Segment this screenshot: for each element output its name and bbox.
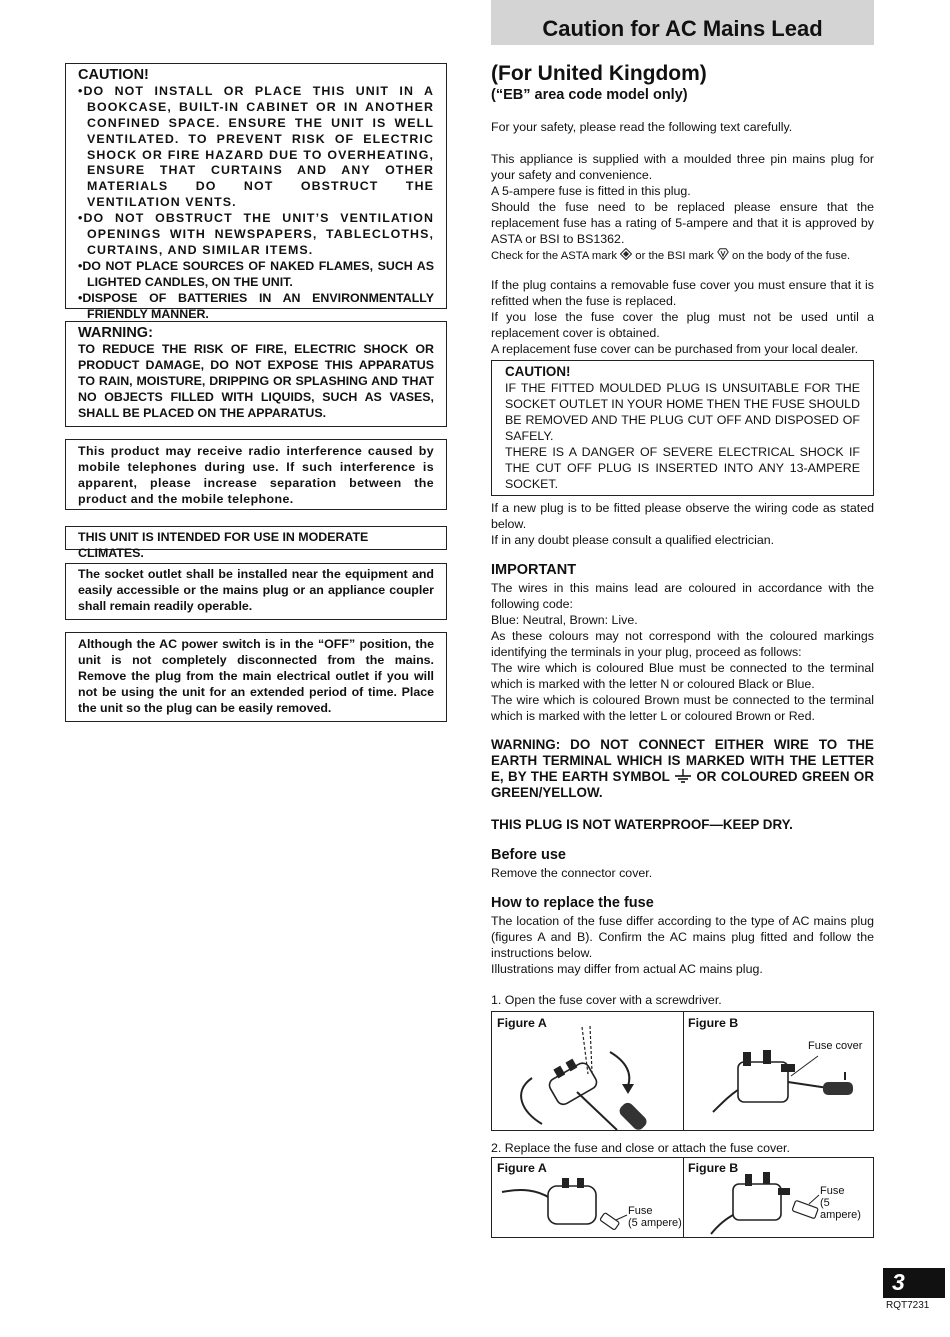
important-title: IMPORTANT — [491, 562, 577, 578]
new-plug-block — [491, 500, 874, 548]
plug-caution-text-1: IF THE FITTED MOULDED PLUG IS UNSUITABLE FOR THE SOCKET OUTLET IN YOUR HOME THEN THE FUSE SHOULD BE REMOVED AND THE PLUG CUT OFF AND DISPOSED OF SAFELY. — [505, 381, 860, 443]
new-plug-text: If a new plug is to be fitted please observe the wiring code as stated below. — [491, 501, 874, 531]
page-number-badge — [883, 1268, 945, 1298]
replace-fuse-title: How to replace the fuse — [491, 895, 654, 911]
fuse-cover-refit-text: If the plug contains a removable fuse cover you must ensure that it is refitted when the fuse is replaced. — [491, 278, 874, 308]
figure-row-replace-fuse — [491, 1157, 874, 1238]
warning-title: WARNING: — [78, 325, 153, 341]
before-use-title: Before use — [491, 847, 566, 863]
climate-box — [65, 526, 447, 560]
fuse-caption-b: Fuse (5 ampere) — [820, 1185, 861, 1221]
intro-text: For your safety, please read the following text carefully. — [491, 120, 793, 134]
caution-bullet-3: •DO NOT PLACE SOURCES OF NAKED FLAMES, SUCH AS LIGHTED CANDLES, ON THE UNIT. — [78, 258, 434, 289]
caution-bullet-2: •DO NOT OBSTRUCT THE UNIT’S VENTILATION OPENINGS WITH NEWSPAPERS, TABLECLOTHS, CURTAINS, AND SIMILAR ITEMS. — [78, 211, 434, 257]
warning-text: TO REDUCE THE RISK OF FIRE, ELECTRIC SHOCK OR PRODUCT DAMAGE, DO NOT EXPOSE THIS APPARATUS TO RAIN, MOISTURE, DRIPPING OR SPLASHING AND THAT NO OBJECTS FILLED WITH LIQUIDS, SUCH AS VASES, SHALL BE PLACED ON THE APPARATUS. — [78, 341, 434, 420]
important-block — [491, 580, 874, 724]
climate-text: THIS UNIT IS INTENDED FOR USE IN MODERATE CLIMATES. — [78, 530, 369, 560]
earth-symbol-icon — [674, 769, 692, 783]
radio-interference-text: This product may receive radio interference caused by mobile telephones during use. If such interference is apparent, please increase separation between the product and the mobile telephone. — [78, 444, 434, 506]
plug-caution-box — [491, 360, 874, 496]
replace-fuse-block — [491, 913, 874, 977]
fuse-caption-a: Fuse (5 ampere) — [628, 1205, 682, 1229]
plug-supplied-text: This appliance is supplied with a moulded three pin mains plug for your safety and convenience. — [491, 152, 874, 182]
wire-colour-code: Blue: Neutral, Brown: Live. — [491, 613, 638, 627]
wire-colour-intro: The wires in this mains lead are coloured in accordance with the following code: — [491, 581, 874, 611]
waterproof-warning: THIS PLUG IS NOT WATERPROOF—KEEP DRY. — [491, 817, 793, 832]
fuse-cover-dealer-text: A replacement fuse cover can be purchased from your local dealer. — [491, 342, 859, 356]
figure-b-open-cover-illustration — [683, 1012, 873, 1130]
caution-bullet-1: •DO NOT INSTALL OR PLACE THIS UNIT IN A BOOKCASE, BUILT-IN CABINET OR IN ANOTHER CONFINED SPACE. ENSURE THE UNIT IS WELL VENTILATED. TO PREVENT RISK OF ELECTRIC SHOCK OR FIRE HAZARD DUE TO OVERHEATING, ENSURE THAT CURTAINS AND ANY OTHER MATERIALS DO NOT OBSTRUCT THE VENTILATION VENTS. — [78, 83, 434, 210]
socket-text: The socket outlet shall be installed near the equipment and easily accessible or the mains plug or an appliance coupler shall remain readily operable. — [78, 567, 434, 613]
figure-a-label-2: Figure A — [497, 1161, 547, 1175]
document-code: RQT7231 — [886, 1300, 930, 1311]
wire-colour-note: As these colours may not correspond with the coloured markings identifying the terminals in your plug, proceed as follows: — [491, 629, 874, 659]
figure-b-label: Figure B — [688, 1016, 739, 1030]
plug-caution-title: CAUTION! — [505, 364, 571, 379]
asta-mark-icon — [620, 248, 632, 260]
asta-check-line: Check for the ASTA mark or the BSI mark on the body of the fuse. — [491, 250, 851, 262]
power-switch-box — [65, 632, 447, 722]
figure-b-label-2: Figure B — [688, 1161, 739, 1175]
socket-box — [65, 563, 447, 620]
title-bar — [491, 0, 874, 45]
page-number: 3 — [892, 1269, 905, 1295]
power-switch-text: Although the AC power switch is in the “OFF” position, the unit is not completely disconnected from the mains. Remove the plug from the main electrical outlet if you will not be using the unit for an extended period of time. Place the unit so the plug can be easily removed. — [78, 637, 434, 715]
before-use-text: Remove the connector cover. — [491, 866, 653, 880]
figure-a-open-cover-illustration — [492, 1012, 682, 1130]
step-1: 1. Open the fuse cover with a screwdriver. — [491, 993, 722, 1007]
caution-box — [65, 63, 447, 321]
earth-warning: WARNING: DO NOT CONNECT EITHER WIRE TO THE EARTH TERMINAL WHICH IS MARKED WITH THE LETTER E, BY THE EARTH SYMBOL OR COLOURED GREEN OR GREEN/YELLOW. — [491, 737, 874, 800]
uk-subtitle: (“EB” area code model only) — [491, 87, 688, 103]
step-2: 2. Replace the fuse and close or attach the fuse cover. — [491, 1141, 790, 1155]
warning-box — [65, 321, 447, 427]
figure-b-replace-fuse-illustration — [683, 1158, 873, 1238]
fuse-cover-caption: Fuse cover — [808, 1040, 863, 1052]
caution-bullet-4: •DISPOSE OF BATTERIES IN AN ENVIRONMENTALLY FRIENDLY MANNER. — [78, 290, 434, 321]
figure-a-replace-fuse-illustration — [492, 1158, 682, 1238]
fuse-fitted-text: A 5-ampere fuse is fitted in this plug. — [491, 184, 691, 198]
brown-wire-text: The wire which is coloured Brown must be connected to the terminal which is marked with the letter L or coloured Brown or Red. — [491, 693, 874, 723]
caution-title: CAUTION! — [78, 67, 149, 83]
replace-fuse-text: The location of the fuse differ according to the type of AC mains plug (figures A and B). Confirm the AC mains plug fitted and follow the instructions below. — [491, 914, 874, 960]
figure-row-open-cover — [491, 1011, 874, 1131]
radio-interference-box — [65, 439, 447, 510]
uk-title: (For United Kingdom) — [491, 62, 707, 85]
fuse-replacement-text: Should the fuse need to be replaced please ensure that the replacement fuse has a rating of 5-ampere and that it is approved by ASTA or BSI to BS1362. — [491, 200, 874, 246]
plug-caution-text-2: THERE IS A DANGER OF SEVERE ELECTRICAL SHOCK IF THE CUT OFF PLUG IS INSERTED INTO ANY 13-AMPERE SOCKET. — [505, 445, 860, 491]
fuse-cover-block — [491, 277, 874, 357]
illustration-note: Illustrations may differ from actual AC mains plug. — [491, 962, 763, 976]
blue-wire-text: The wire which is coloured Blue must be connected to the terminal which is marked with the letter N or coloured Black or Blue. — [491, 661, 874, 691]
fuse-info-block — [491, 151, 874, 264]
bsi-kitemark-icon — [717, 248, 729, 260]
page-title: Caution for AC Mains Lead — [542, 16, 823, 41]
fuse-cover-lost-text: If you lose the fuse cover the plug must not be used until a replacement cover is obtained. — [491, 310, 874, 340]
figure-a-label: Figure A — [497, 1016, 547, 1030]
electrician-text: If in any doubt please consult a qualified electrician. — [491, 533, 775, 547]
